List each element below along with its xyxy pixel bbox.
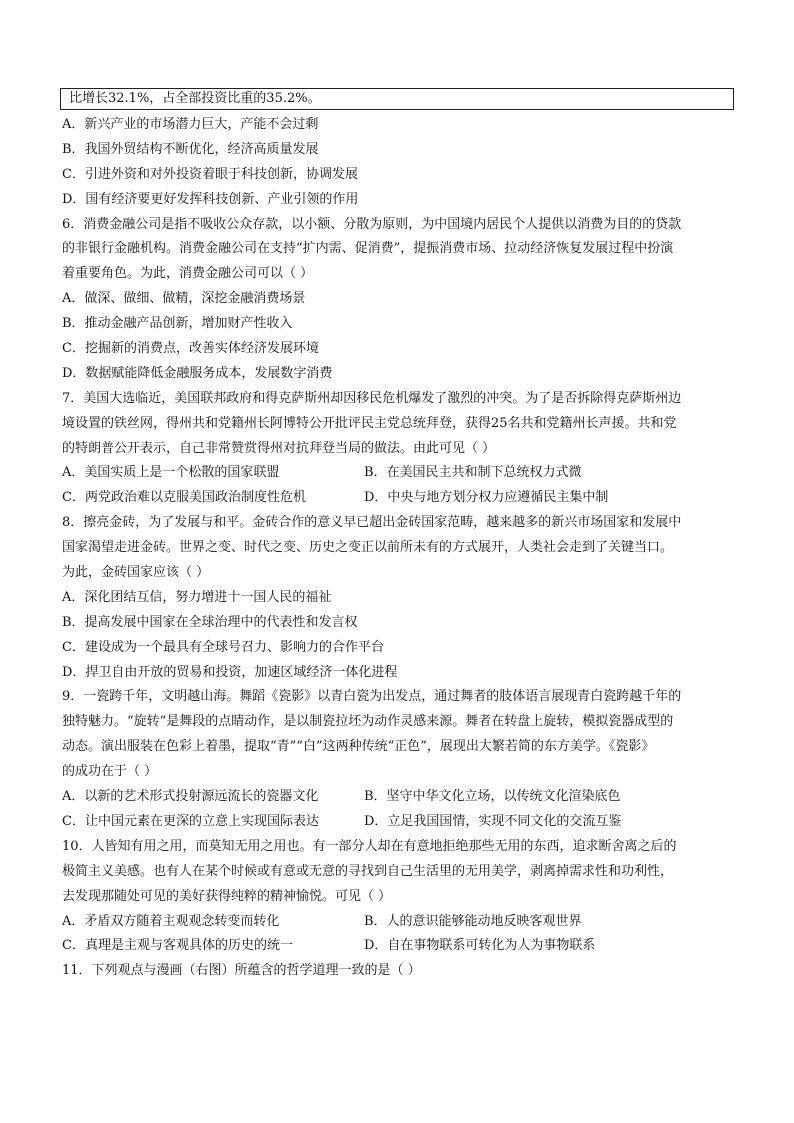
- boxed-excerpt: 比增长32.1%，占全部投资比重的35.2%。: [60, 88, 734, 110]
- q6-option-d: D．数据赋能降低金融服务成本，发展数字消费: [62, 365, 333, 381]
- q9-options-row-1: [62, 785, 738, 810]
- q6-stem-line: 的非银行金融机构。消费金融公司在支持“扩内需、促消费”，提振消费市场、拉动经济恢复发展过程中扮演: [62, 241, 674, 257]
- q8-option-b: B．提高发展中国家在全球治理中的代表性和发言权: [62, 614, 358, 630]
- q7-stem-line: 7．美国大选临近，美国联邦政府和得克萨斯州却因移民危机爆发了激烈的冲突。为了是否拆除得克萨斯州边: [62, 390, 682, 406]
- q5-option-a: A．新兴产业的市场潜力巨大，产能不会过剩: [62, 117, 319, 132]
- q9-option-c: C．让中国元素在更深的立意上实现国际表达: [62, 813, 319, 829]
- q7-options-row-2: [62, 486, 738, 511]
- q10-options-row-1: [62, 910, 738, 935]
- q10-option-c: C．真理是主观与客观具体的历史的统一: [62, 938, 293, 954]
- q8-stem-line: 8．擦亮金砖，为了发展与和平。金砖合作的意义早已超出金砖国家范畴，越来越多的新兴市场国家和发展中: [62, 515, 682, 531]
- q7-stem-line: 境设置的铁丝网，得州共和党籍州长阿博特公开批评民主党总统拜登，获得25名共和党籍州长声援。共和党: [62, 415, 677, 431]
- q10-stem-line: 极简主义美感。也有人在某个时候或有意或无意的寻找到自己生活里的无用美学，剥离掉需求性和功利性，: [62, 863, 674, 879]
- q9-stem-line: 独特魅力。“旋转”是舞段的点睛动作，是以制瓷拉坯为动作灵感来源。舞者在转盘上旋转，模拟瓷器成型的: [62, 714, 674, 730]
- q6-option-a: A．做深、做细、做精，深挖金融消费场景: [62, 291, 306, 307]
- q11-stem-line: 11．下列观点与漫画（右图）所蕴含的哲学道理一致的是（ ）: [62, 963, 421, 979]
- q6-option-c: C．挖掘新的消费点，改善实体经济发展环境: [62, 341, 319, 357]
- q7-option-a: A．美国实质上是一个松散的国家联盟: [62, 465, 280, 481]
- q9-stem-line: 动态。演出服装在色彩上着墨，提取“青”“白”这两种传统“正色”，展现出大繁若简的东方美学。《瓷影》: [62, 739, 655, 755]
- q8-stem-line: 为此，金砖国家应该（ ）: [62, 565, 210, 581]
- q7-option-b: B．在美国民主共和制下总统权力式微: [364, 465, 582, 481]
- q10-option-a: A．矛盾双方随着主观观念转变而转化: [62, 913, 280, 929]
- q6-option-b: B．推动金融产品创新，增加财产性收入: [62, 316, 293, 332]
- q10-option-b: B．人的意识能够能动地反映客观世界: [364, 913, 582, 929]
- q6-stem-line: 6．消费金融公司是指不吸收公众存款，以小额、分散为原则，为中国境内居民个人提供以消费为目的的贷款: [62, 216, 682, 232]
- q7-options-row-1: [62, 461, 738, 486]
- q9-option-b: B．坚守中华文化立场，以传统文化渲染底色: [364, 789, 621, 805]
- q8-option-c: C．建设成为一个最具有全球号召力、影响力的合作平台: [62, 639, 384, 655]
- q5-option-b: B．我国外贸结构不断优化，经济高质量发展: [62, 141, 319, 157]
- q9-option-a: A．以新的艺术形式投射源远流长的瓷器文化: [62, 789, 319, 805]
- questions-content: [62, 113, 738, 984]
- q5-option-d: D．国有经济要更好发挥科技创新、产业引领的作用: [62, 191, 359, 207]
- q7-stem-line: 的特朗普公开表示，自己非常赞赏得州对抗拜登当局的做法。由此可见（ ）: [62, 440, 496, 456]
- q9-options-row-2: [62, 810, 738, 835]
- q8-option-d: D．捍卫自由开放的贸易和投资，加速区域经济一体化进程: [62, 664, 398, 680]
- q10-stem-line: 去发现那随处可见的美好获得纯粹的精神愉悦。可见（ ）: [62, 888, 392, 904]
- q8-stem-line: 国家渴望走进金砖。世界之变、时代之变、历史之变正以前所未有的方式展开，人类社会走到了关键当口。: [62, 540, 674, 556]
- q9-stem-line: 9．一瓷跨千年，文明越山海。舞蹈《瓷影》以青白瓷为出发点，通过舞者的肢体语言展现青白瓷跨越千年的: [62, 689, 682, 705]
- q7-option-c: C．两党政治难以克服美国政治制度性危机: [62, 490, 306, 506]
- q6-stem-line: 着重要角色。为此，消费金融公司可以（ ）: [62, 266, 314, 282]
- q10-options-row-2: [62, 934, 738, 959]
- q8-option-a: A．深化团结互信，努力增进十一国人民的福祉: [62, 589, 332, 605]
- q9-stem-line: 的成功在于（ ）: [62, 764, 158, 780]
- q9-option-d: D．立足我国国情，实现不同文化的交流互鉴: [364, 813, 622, 829]
- q10-stem-line: 10．人皆知有用之用，而莫知无用之用也。有一部分人却在有意地拒绝那些无用的东西，追求断舍离之后的: [62, 838, 677, 854]
- q10-option-d: D．自在事物联系可转化为人为事物联系: [364, 938, 596, 954]
- q5-option-c: C．引进外资和对外投资着眼于科技创新，协调发展: [62, 166, 358, 182]
- q7-option-d: D．中央与地方划分权力应遵循民主集中制: [364, 490, 609, 506]
